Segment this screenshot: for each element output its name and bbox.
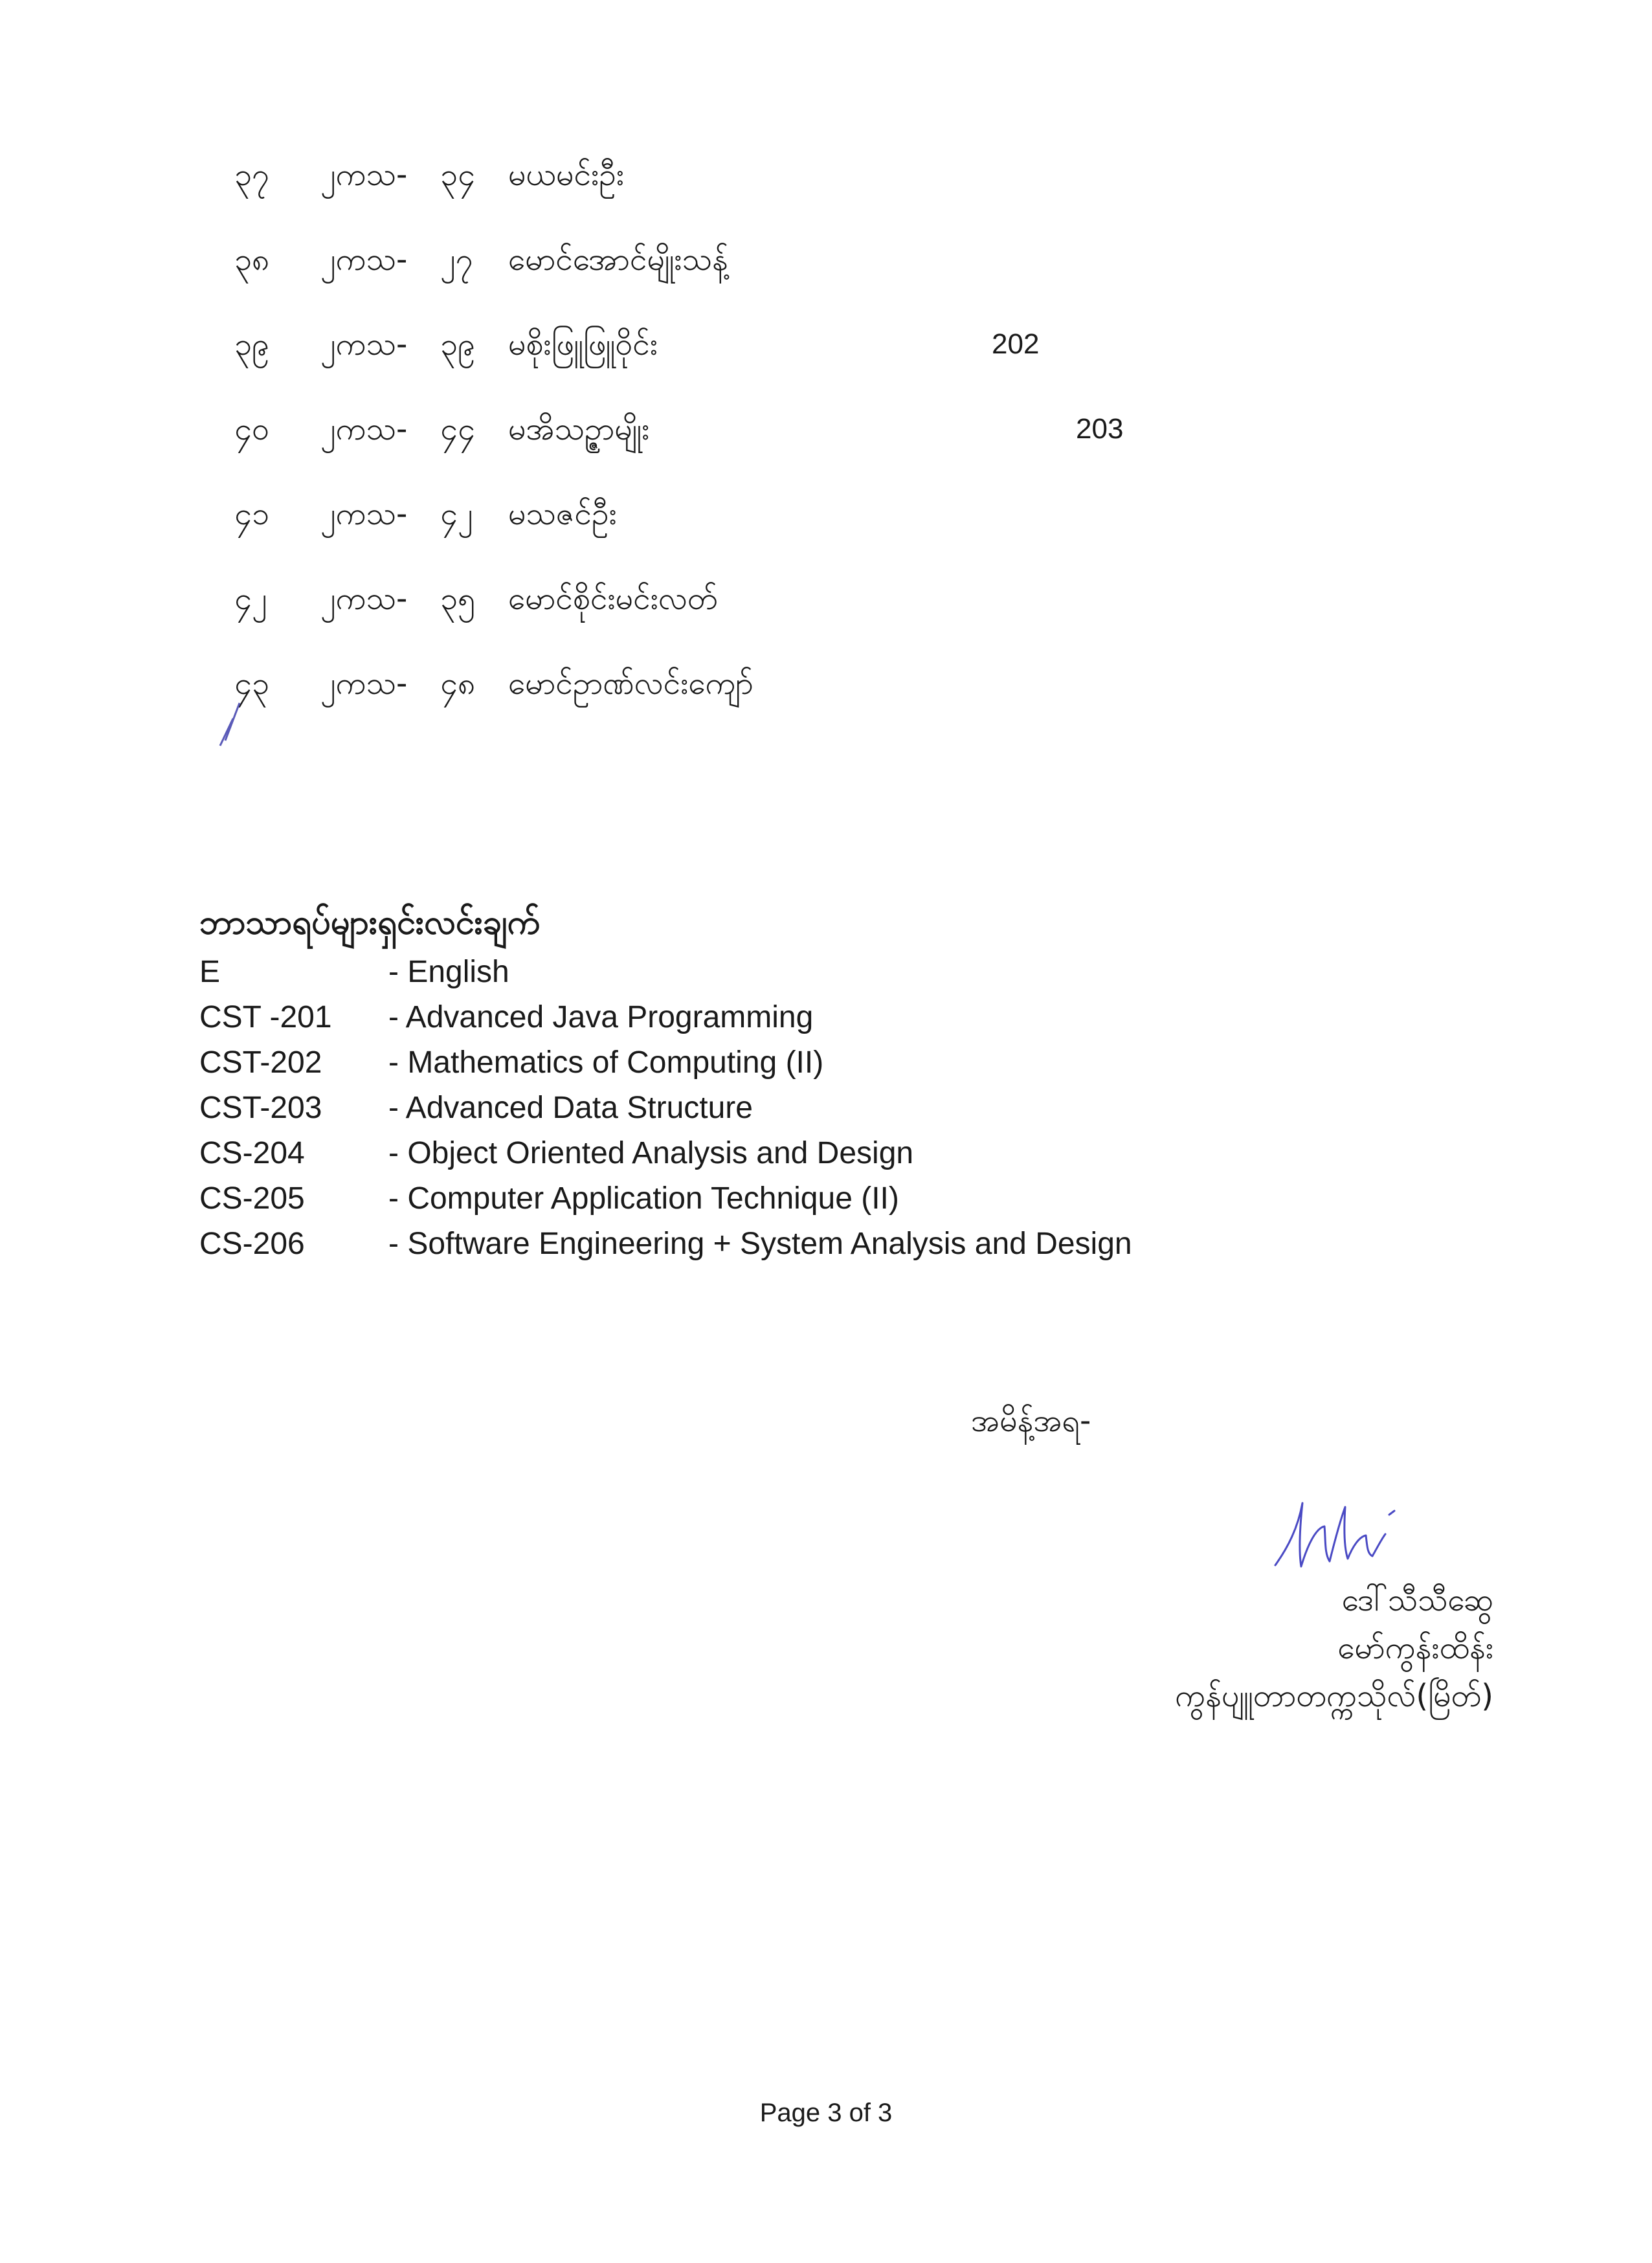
entry-roll: ၃၉ bbox=[440, 326, 475, 362]
legend-item bbox=[0, 995, 1652, 1040]
legend-title: ဘာသာရပ်များရှင်းလင်းချက် bbox=[199, 903, 541, 942]
entry-class: ၂ကသ- bbox=[320, 241, 408, 278]
entry-class: ၂ကသ- bbox=[320, 581, 408, 617]
entry-roll: ၂၇ bbox=[440, 241, 473, 278]
entry-number: ၄၁ bbox=[234, 496, 269, 532]
entry-class: ၂ကသ- bbox=[320, 665, 408, 702]
entry-number: ၃၈ bbox=[234, 241, 270, 278]
entry-number: ၄၃ bbox=[234, 665, 269, 702]
entry-name: မောင်ဥာဏ်လင်းကျော် bbox=[508, 665, 753, 702]
entry-number: ၄၀ bbox=[234, 411, 269, 447]
subject-name: - Computer Application Technique (II) bbox=[388, 1181, 899, 1216]
list-item bbox=[0, 309, 1652, 380]
signatory-organization: ကွန်ပျူတာတက္ကသိုလ်(မြိတ်) bbox=[1175, 1678, 1493, 1714]
signatory-title: မော်ကွန်းထိန်း bbox=[1337, 1630, 1493, 1666]
entry-class: ၂ကသ- bbox=[320, 496, 408, 532]
entry-number: ၃၉ bbox=[234, 326, 269, 362]
legend-item bbox=[0, 1176, 1652, 1221]
entry-roll: ၄၈ bbox=[440, 665, 476, 702]
entry-name: မစိုးဖြူဖြူဝိုင်း bbox=[508, 326, 658, 362]
list-item bbox=[0, 224, 1652, 295]
handwritten-signature bbox=[1262, 1489, 1411, 1579]
entry-name: မသဇင်ဦး bbox=[508, 496, 617, 532]
page-number: Page 3 of 3 bbox=[759, 2099, 893, 2127]
entry-name: မအိသဥ္ဇာမျိုး bbox=[508, 411, 650, 447]
legend-item bbox=[0, 1221, 1652, 1267]
entry-subject-mark: 202 bbox=[992, 328, 1040, 360]
legend-item bbox=[0, 1086, 1652, 1131]
subject-code: CST-202 bbox=[199, 1045, 322, 1080]
legend-item bbox=[0, 1131, 1652, 1176]
subject-code: CST-203 bbox=[199, 1091, 322, 1125]
subject-code: CST -201 bbox=[199, 1000, 332, 1034]
entry-number: ၄၂ bbox=[234, 581, 267, 617]
subject-name: - Object Oriented Analysis and Design bbox=[388, 1136, 914, 1170]
signatory-name: ဒေါ်သီသီဆွေ bbox=[1341, 1582, 1493, 1618]
entry-subject-mark: 203 bbox=[1076, 413, 1124, 445]
entry-roll: ၄၄ bbox=[440, 411, 475, 447]
subject-code: CS-205 bbox=[199, 1181, 305, 1216]
entry-name: မောင်အောင်မျိုးသန့် bbox=[508, 241, 728, 278]
entry-name: မောင်စိုင်းမင်းလတ် bbox=[508, 581, 718, 617]
list-item bbox=[0, 563, 1652, 634]
legend-item bbox=[0, 1040, 1652, 1086]
list-item bbox=[0, 139, 1652, 210]
subject-name: - English bbox=[388, 955, 509, 989]
list-item bbox=[0, 394, 1652, 465]
subject-name: - Advanced Data Structure bbox=[388, 1091, 753, 1125]
pen-tick-mark bbox=[214, 699, 252, 751]
entry-name: မယမင်းဦး bbox=[508, 157, 625, 193]
entry-class: ၂ကသ- bbox=[320, 326, 408, 362]
entry-class: ၂ကသ- bbox=[320, 157, 408, 193]
subject-code: CS-204 bbox=[199, 1136, 305, 1170]
list-item bbox=[0, 478, 1652, 550]
entry-roll: ၄၂ bbox=[440, 496, 473, 532]
entry-number: ၃၇ bbox=[234, 157, 269, 193]
subject-name: - Advanced Java Programming bbox=[388, 1000, 814, 1034]
entry-class: ၂ကသ- bbox=[320, 411, 408, 447]
legend-item bbox=[0, 950, 1652, 995]
closing-phrase: အမိန့်အရ- bbox=[971, 1403, 1091, 1439]
subject-code: CS-206 bbox=[199, 1227, 305, 1261]
subject-code: E bbox=[199, 955, 221, 989]
subject-name: - Mathematics of Computing (II) bbox=[388, 1045, 824, 1080]
entry-roll: ၃၅ bbox=[440, 581, 475, 617]
entry-roll: ၃၄ bbox=[440, 157, 475, 193]
subject-name: - Software Engineering + System Analysis and Design bbox=[388, 1227, 1132, 1261]
